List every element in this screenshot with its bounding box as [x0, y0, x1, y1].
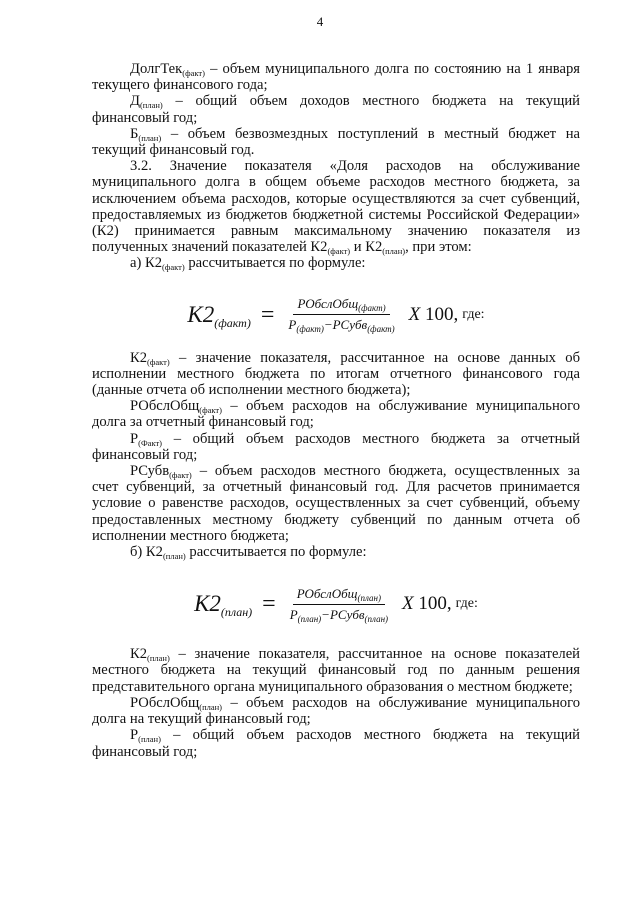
- formula-where: где:: [455, 596, 478, 612]
- formula-equals: =: [262, 591, 276, 618]
- formula-k2-fact: [92, 280, 580, 350]
- definition-robslobsch-fact: РОбслОбщ$_{(факт)}$ – объем расходов на обслуживание муниципального долга за отчетный финансовый год;: [92, 398, 580, 431]
- page-number: 4: [316, 14, 324, 29]
- definition-dolgtek: ДолгТек$_{(факт)}$ – объем муниципального долга по состоянию на 1 января текущего финансового года;: [92, 61, 580, 94]
- definition-r-fact: $Р_{(Факт)}$ – общий объем расходов местного бюджета за отчетный финансовый год;: [92, 430, 580, 463]
- definition-robslobsch-plan: РОбслОбщ$_{(план)}$ – объем расходов на обслуживание муниципального долга на текущий финансовый год;: [92, 694, 580, 728]
- formula-lhs: $К2_{(факт)}$: [187, 301, 251, 330]
- formula-numerator: РОбслОбщ$_{(факт)}$: [293, 296, 389, 315]
- definition-rsubv-fact: РСубв$_{(факт)}$ – объем расходов местного бюджета, осуществленных за счет субвенций, за отчетный финансовый год. Для расчетов принимается условие о равенстве расходов, осуществленных за счет субвенций, объему предоставленных местному бюджету субвенций по данным отчета об исполнении местного бюджета;: [92, 463, 580, 544]
- definition-k2-fact: $К2_{(факт)}$ – значение показателя, рассчитанное на основе данных об исполнении местного бюджета по итогам отчетного финансового года (данные отчета об исполнении местного бюджета);: [92, 349, 580, 399]
- formula-multiplier: Х 100,: [408, 303, 459, 325]
- definition-r-plan: $Р_{(план)}$ – общий объем расходов местного бюджета на текущий финансовый год;: [92, 727, 580, 760]
- item-a-intro: а) $К2_{(факт)}$ рассчитывается по формуле:: [130, 255, 366, 273]
- document-body: [92, 61, 580, 760]
- formula-equals: =: [260, 301, 275, 328]
- definition-k2-plan: $К2_{(план)}$ – значение показателя, рассчитанное на основе показателей местного бюджета на текущий финансовый год по данным решения представительного органа муниципального образования о местном бюджете;: [92, 646, 580, 695]
- definition-b-plan: $Б_{(план)}$ – объем безвозмездных поступлений в местный бюджет на текущий финансовый год.: [92, 125, 580, 159]
- formula-fraction: [284, 296, 398, 333]
- section-3-2: 3.2. Значение показателя «Доля расходов на обслуживание муниципального долга в общем объеме расходов местного бюджета, за исключением объема расходов, которые осуществляются за счет субвенций, предоставляемых из бюджетов бюджетной системы Российской Федерации» (К2) принимается равным максимальному значению показателя из полученных значений показателей $К2_{(факт)}$ и $К2_{(план)}$, при этом:: [92, 158, 580, 257]
- formula-fraction: [286, 586, 392, 623]
- item-b-intro: б) $К2_{(план)}$ рассчитывается по формуле:: [130, 544, 367, 562]
- definition-d-plan: $Д_{(план)}$ – общий объем доходов местного бюджета на текущий финансовый год;: [92, 93, 580, 126]
- formula-lhs: $К2_{(план)}$: [194, 591, 253, 620]
- formula-numerator: РОбслОбщ$_{(план)}$: [293, 586, 385, 605]
- formula-denominator: $Р_{(факт)}-РСубв_{(факт)}$: [288, 317, 395, 335]
- formula-multiplier: Х 100,: [402, 593, 452, 615]
- formula-denominator: $Р_{(план)}-РСубв_{(план)}$: [289, 606, 389, 624]
- formula-k2-plan: [92, 574, 580, 634]
- formula-where: где:: [462, 306, 485, 322]
